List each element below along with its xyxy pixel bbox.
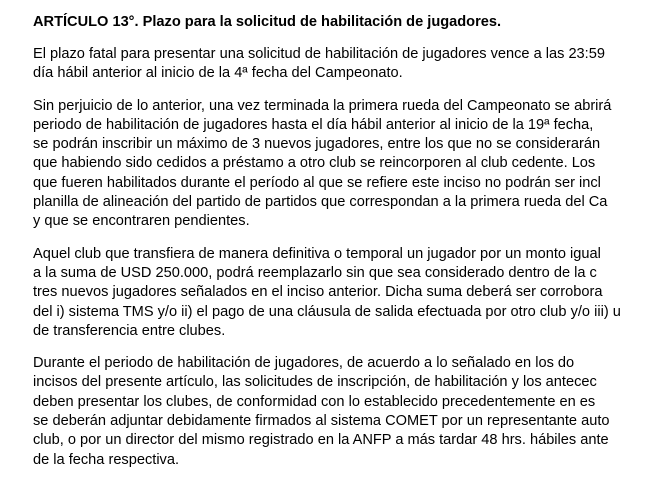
paragraph-transfer-replacement <box>33 245 650 341</box>
article-heading: ARTÍCULO 13°. Plazo para la solicitud de habilitación de jugadores. <box>33 14 502 30</box>
paragraph-line: club, o por un director del mismo registrado en la ANFP a más tardar 48 hrs. hábiles ante <box>33 432 609 449</box>
document-page <box>33 13 650 487</box>
paragraph-submission-requirements <box>33 354 650 470</box>
paragraph-line: Sin perjuicio de lo anterior, una vez terminada la primera rueda del Campeonato se abrirá <box>33 97 612 114</box>
paragraph-line: Durante el periodo de habilitación de jugadores, de acuerdo a lo señalado en los do <box>33 355 575 372</box>
paragraph-line: planilla de alineación del partido de partidos que correspondan a la primera rueda del Ca <box>33 194 608 211</box>
paragraph-line: y que se encontraren pendientes. <box>33 213 250 230</box>
paragraph-second-round-period <box>33 97 650 232</box>
paragraph-line: a la suma de USD 250.000, podrá reemplazarlo sin que sea considerado dentro de la c <box>33 264 597 281</box>
paragraph-line: incisos del presente artículo, las solicitudes de inscripción, de habilitación y los antecec <box>33 374 597 391</box>
paragraph-line: que habiendo sido cedidos a préstamo a otro club se reincorporen al club cedente. Los <box>33 155 596 172</box>
paragraph-deadline <box>33 45 650 84</box>
paragraph-line: de la fecha respectiva. <box>33 451 180 468</box>
paragraph-line: de transferencia entre clubes. <box>33 322 226 339</box>
paragraph-line: deben presentar los clubes, de conformidad con lo establecido precedentemente en es <box>33 393 596 410</box>
paragraph-line: periodo de habilitación de jugadores hasta el día hábil anterior al inicio de la 19ª fecha, <box>33 116 594 133</box>
paragraph-line: tres nuevos jugadores señalados en el inciso anterior. Dicha suma deberá ser corrobora <box>33 284 603 301</box>
paragraph-line: se deberán adjuntar debidamente firmados al sistema COMET por un representante auto <box>33 413 610 430</box>
paragraph-line: Aquel club que transfiera de manera definitiva o temporal un jugador por un monto igual <box>33 245 601 262</box>
paragraph-line: día hábil anterior al inicio de la 4ª fecha del Campeonato. <box>33 65 403 82</box>
paragraph-line: El plazo fatal para presentar una solicitud de habilitación de jugadores vence a las 23:59 <box>33 46 605 62</box>
paragraph-line: que fueren habilitados durante el período al que se refiere este inciso no podrán ser incl <box>33 174 601 191</box>
paragraph-line: se podrán inscribir un máximo de 3 nuevos jugadores, entre los que no se considerarán <box>33 136 601 153</box>
paragraph-line: del i) sistema TMS y/o ii) el pago de una cláusula de salida efectuada por otro club y/o iii) u <box>33 303 621 320</box>
